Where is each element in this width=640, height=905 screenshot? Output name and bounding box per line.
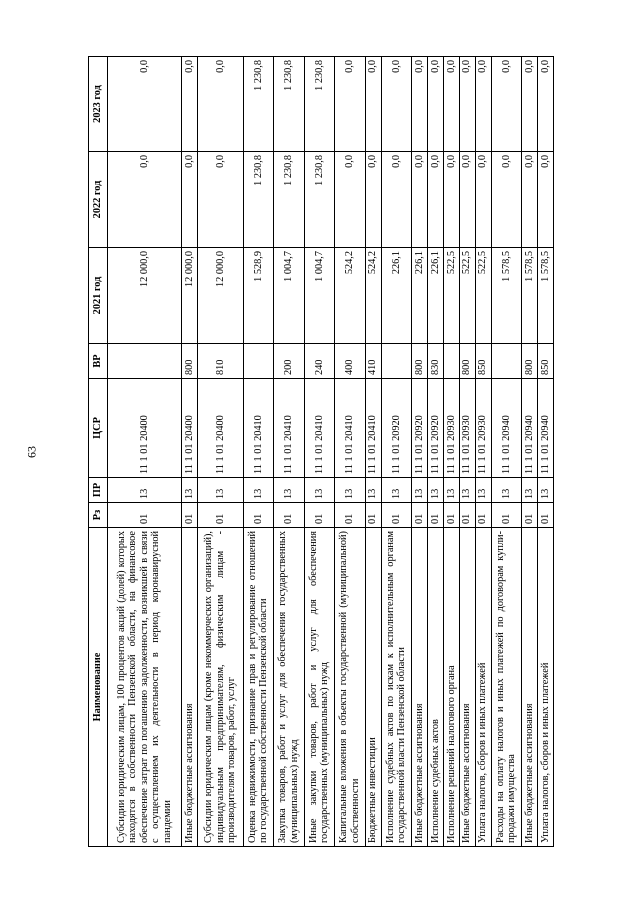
cell-pr: 13 (412, 478, 428, 503)
table-row (459, 57, 475, 847)
table-row (365, 57, 381, 847)
cell-y2021: 522,5 (475, 248, 491, 344)
cell-vr: 800 (182, 344, 198, 379)
cell-rz: 01 (182, 503, 198, 528)
cell-y2021: 12 000,0 (108, 248, 182, 344)
cell-y2023: 0,0 (381, 57, 412, 152)
cell-csr: 11 1 01 20410 (365, 379, 381, 478)
cell-rz: 01 (459, 503, 475, 528)
table-row (304, 57, 335, 847)
cell-y2022: 0,0 (412, 152, 428, 248)
cell-vr: 810 (198, 344, 243, 379)
table-row (537, 57, 553, 847)
table-row (475, 57, 491, 847)
cell-y2022: 0,0 (537, 152, 553, 248)
table-row (443, 57, 459, 847)
cell-vr: 850 (537, 344, 553, 379)
cell-y2022: 1 230,8 (243, 152, 274, 248)
cell-rz: 01 (475, 503, 491, 528)
cell-csr: 11 1 01 20930 (475, 379, 491, 478)
column-header-y2023: 2023 год (89, 57, 108, 152)
cell-y2023: 1 230,8 (243, 57, 274, 152)
cell-name: Закупка товаров, работ и услуг для обеспечения государственных (муниципальных) нужд (274, 528, 305, 847)
cell-vr: 800 (412, 344, 428, 379)
cell-pr: 13 (491, 478, 522, 503)
cell-y2023: 0,0 (537, 57, 553, 152)
cell-csr: 11 1 01 20400 (182, 379, 198, 478)
cell-y2021: 12 000,0 (182, 248, 198, 344)
rotated-table-container (88, 57, 554, 847)
table-row (381, 57, 412, 847)
cell-name: Капитальные вложения в объекты государственной (муниципальной) собственности (335, 528, 366, 847)
cell-rz: 01 (443, 503, 459, 528)
cell-y2022: 0,0 (335, 152, 366, 248)
cell-y2022: 0,0 (475, 152, 491, 248)
cell-y2021: 522,5 (443, 248, 459, 344)
cell-name: Исполнение судебных актов (427, 528, 443, 847)
budget-table (88, 56, 554, 847)
cell-y2022: 0,0 (108, 152, 182, 248)
table-row (243, 57, 274, 847)
cell-y2023: 1 230,8 (304, 57, 335, 152)
cell-csr: 11 1 01 20930 (459, 379, 475, 478)
cell-y2023: 0,0 (365, 57, 381, 152)
table-row (412, 57, 428, 847)
cell-y2022: 0,0 (198, 152, 243, 248)
column-header-vr: ВР (89, 344, 108, 379)
cell-rz: 01 (198, 503, 243, 528)
cell-name: Иные бюджетные ассигнования (459, 528, 475, 847)
cell-y2021: 226,1 (381, 248, 412, 344)
cell-rz: 01 (274, 503, 305, 528)
cell-y2022: 0,0 (443, 152, 459, 248)
cell-vr: 200 (274, 344, 305, 379)
column-header-rz: Рз (89, 503, 108, 528)
cell-vr: 410 (365, 344, 381, 379)
cell-csr: 11 1 01 20920 (412, 379, 428, 478)
cell-csr: 11 1 01 20400 (108, 379, 182, 478)
cell-pr: 13 (522, 478, 538, 503)
table-body (108, 57, 554, 847)
cell-y2023: 0,0 (459, 57, 475, 152)
cell-vr: 400 (335, 344, 366, 379)
cell-rz: 01 (412, 503, 428, 528)
cell-pr: 13 (475, 478, 491, 503)
cell-y2022: 0,0 (427, 152, 443, 248)
cell-y2023: 0,0 (198, 57, 243, 152)
cell-pr: 13 (335, 478, 366, 503)
cell-vr: 240 (304, 344, 335, 379)
cell-y2023: 0,0 (475, 57, 491, 152)
cell-csr: 11 1 01 20400 (198, 379, 243, 478)
cell-name: Иные бюджетные ассигнования (412, 528, 428, 847)
cell-csr: 11 1 01 20940 (537, 379, 553, 478)
cell-csr: 11 1 01 20940 (491, 379, 522, 478)
cell-vr (108, 344, 182, 379)
cell-y2023: 0,0 (491, 57, 522, 152)
cell-name: Субсидии юридическим лицам (кроме некоммерческих организаций), индивидуальным предпринимателям, физическим лицам - производителям товаров, работ, услуг (198, 528, 243, 847)
cell-y2022: 0,0 (522, 152, 538, 248)
column-header-y2021: 2021 год (89, 248, 108, 344)
cell-rz: 01 (427, 503, 443, 528)
cell-csr: 11 1 01 20410 (274, 379, 305, 478)
cell-rz: 01 (335, 503, 366, 528)
table-row (335, 57, 366, 847)
cell-y2022: 0,0 (365, 152, 381, 248)
cell-y2021: 226,1 (427, 248, 443, 344)
cell-y2021: 524,2 (335, 248, 366, 344)
cell-pr: 13 (243, 478, 274, 503)
cell-y2021: 1 004,7 (274, 248, 305, 344)
cell-name: Иные бюджетные ассигнования (182, 528, 198, 847)
page-number: 63 (24, 446, 39, 458)
cell-vr (443, 344, 459, 379)
cell-y2021: 1 578,5 (491, 248, 522, 344)
table-row (274, 57, 305, 847)
cell-pr: 13 (182, 478, 198, 503)
cell-name: Иные бюджетные ассигнования (522, 528, 538, 847)
cell-y2021: 1 578,5 (522, 248, 538, 344)
cell-pr: 13 (459, 478, 475, 503)
cell-y2022: 1 230,8 (274, 152, 305, 248)
cell-y2021: 226,1 (412, 248, 428, 344)
cell-y2021: 1 528,9 (243, 248, 274, 344)
cell-name: Расходы на оплату налогов и иных платежей по договорам купли-продажи имущества (491, 528, 522, 847)
cell-y2023: 0,0 (522, 57, 538, 152)
cell-vr (243, 344, 274, 379)
cell-vr: 850 (475, 344, 491, 379)
table-header-row (89, 57, 108, 847)
cell-csr: 11 1 01 20410 (335, 379, 366, 478)
cell-y2022: 0,0 (491, 152, 522, 248)
cell-y2023: 1 230,8 (274, 57, 305, 152)
cell-y2023: 0,0 (335, 57, 366, 152)
cell-name: Исполнение судебных актов по искам к исполнительным органам государственной власти Пензенской области (381, 528, 412, 847)
cell-name: Бюджетные инвестиции (365, 528, 381, 847)
cell-vr (491, 344, 522, 379)
column-header-pr: ПР (89, 478, 108, 503)
cell-pr: 13 (427, 478, 443, 503)
cell-y2021: 522,5 (459, 248, 475, 344)
cell-name: Исполнение решений налогового органа (443, 528, 459, 847)
cell-y2021: 12 000,0 (198, 248, 243, 344)
cell-pr: 13 (381, 478, 412, 503)
cell-rz: 01 (537, 503, 553, 528)
table-row (182, 57, 198, 847)
cell-y2021: 1 004,7 (304, 248, 335, 344)
cell-y2022: 0,0 (381, 152, 412, 248)
cell-csr: 11 1 01 20930 (443, 379, 459, 478)
cell-y2022: 0,0 (459, 152, 475, 248)
cell-name: Иные закупки товаров, работ и услуг для обеспечения государственных (муниципальных) нужд (304, 528, 335, 847)
cell-name: Оценка недвижимости, признание прав и регулирование отношений по государственной собственности Пензенской области (243, 528, 274, 847)
cell-csr: 11 1 01 20410 (304, 379, 335, 478)
column-header-csr: ЦСР (89, 379, 108, 478)
cell-vr: 830 (427, 344, 443, 379)
cell-csr: 11 1 01 20920 (381, 379, 412, 478)
table-row (491, 57, 522, 847)
cell-pr: 13 (304, 478, 335, 503)
cell-csr: 11 1 01 20940 (522, 379, 538, 478)
cell-vr (381, 344, 412, 379)
cell-rz: 01 (381, 503, 412, 528)
table-row (198, 57, 243, 847)
cell-csr: 11 1 01 20920 (427, 379, 443, 478)
cell-y2021: 524,2 (365, 248, 381, 344)
column-header-name: Наименование (89, 528, 108, 847)
cell-y2023: 0,0 (108, 57, 182, 152)
cell-rz: 01 (522, 503, 538, 528)
cell-rz: 01 (243, 503, 274, 528)
cell-rz: 01 (491, 503, 522, 528)
column-header-y2022: 2022 год (89, 152, 108, 248)
cell-y2023: 0,0 (182, 57, 198, 152)
cell-vr: 800 (522, 344, 538, 379)
cell-pr: 13 (198, 478, 243, 503)
cell-rz: 01 (108, 503, 182, 528)
cell-name: Уплата налогов, сборов и иных платежей (475, 528, 491, 847)
cell-y2023: 0,0 (412, 57, 428, 152)
table-row (108, 57, 182, 847)
cell-name: Субсидии юридическим лицам, 100 процентов акций (долей) которых находятся в собственности Пензенской области, на финансовое обеспечение затрат по погашению задолженности, возникшей в связи с осуществлением их деятельности в период коронавирусной пандемии (108, 528, 182, 847)
cell-vr: 800 (459, 344, 475, 379)
cell-csr: 11 1 01 20410 (243, 379, 274, 478)
cell-pr: 13 (537, 478, 553, 503)
cell-y2023: 0,0 (443, 57, 459, 152)
cell-pr: 13 (108, 478, 182, 503)
table-row (522, 57, 538, 847)
cell-y2022: 0,0 (182, 152, 198, 248)
table-row (427, 57, 443, 847)
cell-pr: 13 (443, 478, 459, 503)
cell-pr: 13 (274, 478, 305, 503)
cell-y2023: 0,0 (427, 57, 443, 152)
cell-name: Уплата налогов, сборов и иных платежей (537, 528, 553, 847)
cell-y2021: 1 578,5 (537, 248, 553, 344)
cell-pr: 13 (365, 478, 381, 503)
cell-rz: 01 (304, 503, 335, 528)
cell-y2022: 1 230,8 (304, 152, 335, 248)
cell-rz: 01 (365, 503, 381, 528)
